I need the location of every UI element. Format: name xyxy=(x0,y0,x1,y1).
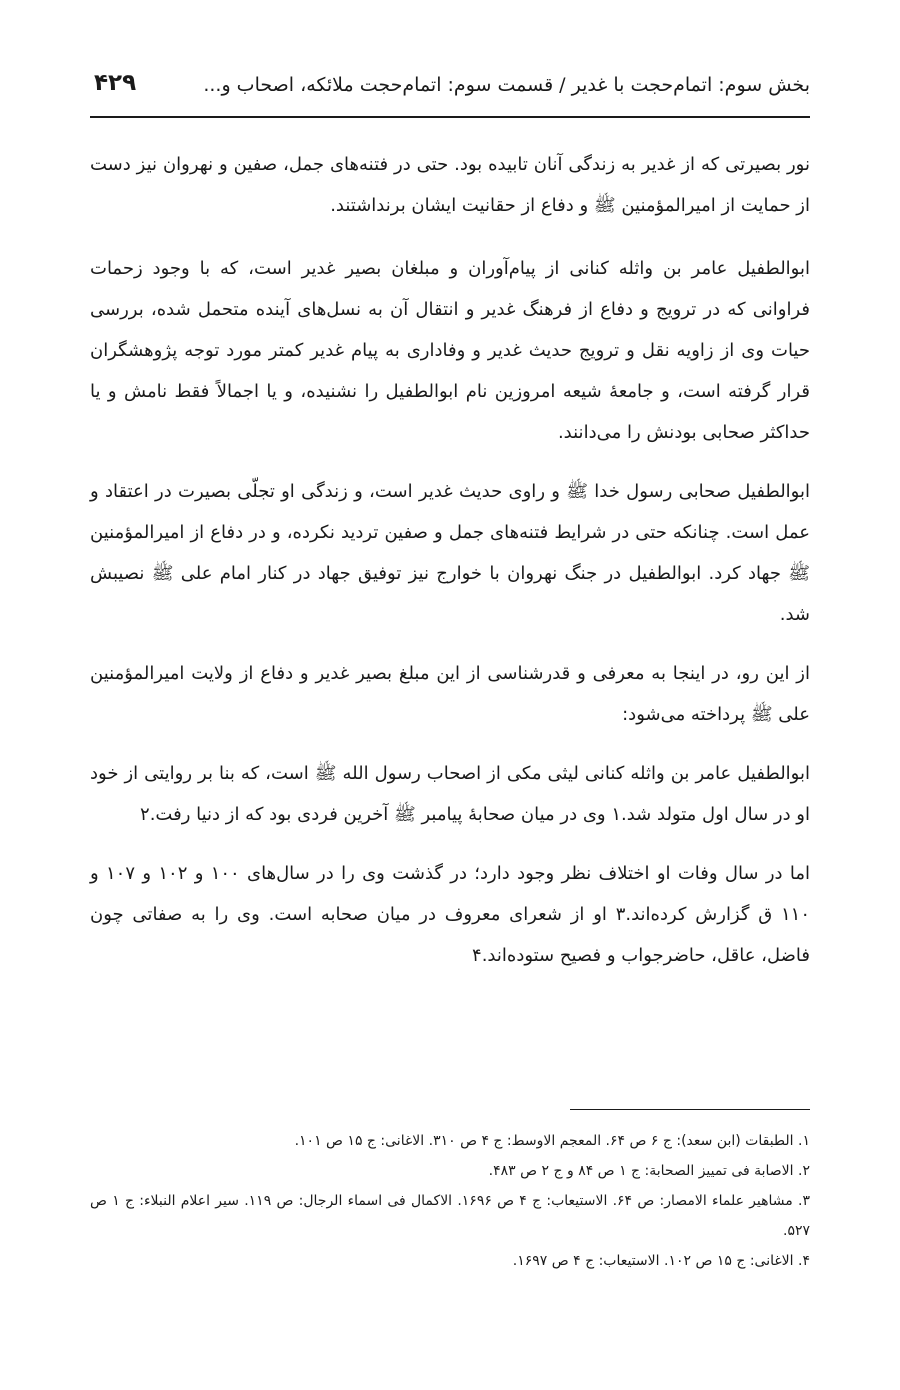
footnote-divider xyxy=(570,1109,810,1110)
running-header-title: بخش سوم: اتمام‌حجت با غدیر / قسمت سوم: اتمام‌حجت ملائکه، اصحاب و... xyxy=(203,74,810,96)
paragraph: نور بصیرتی که از غدیر به زندگی آنان تابیده بود. حتی در فتنه‌های جمل، صفین و نهروان نیز دست از حمایت از امیرالمؤمنین ﷺ و دفاع از حقانیت ایشان برنداشتند. xyxy=(90,154,810,216)
paragraph: اما در سال وفات او اختلاف نظر وجود دارد؛ در گذشت وی را در سال‌های ۱۰۰ و ۱۰۲ و ۱۰۷ و ۱۱۰ ق گزارش کرده‌اند.۳ او از شعرای معروف در میان صحابه است. وی را به صفاتی چون فاضل، عاقل، حاضرجواب و فصیح ستوده‌اند.۴ xyxy=(90,863,810,966)
main-text xyxy=(90,144,810,976)
footnote: ۱. الطبقات (ابن سعد): ج ۶ ص ۶۴. المعجم الاوسط: ج ۴ ص ۳۱۰. الاغانی: ج ۱۵ ص ۱۰۱. xyxy=(294,1133,810,1149)
paragraph: ابوالطفیل عامر بن واثله کنانی از پیام‌آوران و مبلغان بصیر غدیر است، که با وجود زحمات فراوانی که در ترویج و دفاع از فرهنگ غدیر و انتقال آن به نسل‌های آینده متحمل شده، بررسی حیات وی از زاویه نقل و ترویج حدیث غدیر و وفاداری به پیام غدیر کمتر مورد توجه پژوهشگران قرار گرفته است، و جامعهٔ شیعه امروزین نام ابوالطفیل را نشنیده، و یا اجمالاً فقط نامش و یا حداکثر صحابی بودنش را می‌دانند. xyxy=(90,258,810,443)
footnotes xyxy=(90,1126,810,1276)
footnote: ۳. مشاهیر علماء الامصار: ص ۶۴. الاستیعاب: ج ۴ ص ۱۶۹۶. الاکمال فی اسماء الرجال: ص ۱۱۹. سیر اعلام النبلاء: ج ۱ ص ۵۲۷. xyxy=(90,1193,811,1239)
header-divider xyxy=(90,116,810,118)
running-header xyxy=(90,60,810,118)
footnote: ۲. الاصابة فی تمییز الصحابة: ج ۱ ص ۸۴ و ج ۲ ص ۴۸۳. xyxy=(488,1163,810,1179)
book-page xyxy=(90,60,810,1360)
paragraph: ابوالطفیل صحابی رسول خدا ﷺ و راوی حدیث غدیر است، و زندگی او تجلّی بصیرت در اعتقاد و عمل است. چنانکه حتی در شرایط فتنه‌های جمل و صفین تردید نکرده، و در دفاع از امیرالمؤمنین ﷺ جهاد کرد. ابوالطفیل در جنگ نهروان با خوارج نیز توفیق جهاد در کنار امام علی ﷺ نصیبش شد. xyxy=(90,481,810,625)
paragraph: از این رو، در اینجا به معرفی و قدرشناسی از این مبلغ بصیر غدیر و دفاع از ولایت امیرالمؤمنین علی ﷺ پرداخته می‌شود: xyxy=(90,663,810,725)
paragraph: ابوالطفیل عامر بن واثله کنانی لیثی مکی از اصحاب رسول الله ﷺ است، که بنا بر روایتی از خود او در سال اول متولد شد.۱ وی در میان صحابهٔ پیامبر ﷺ آخرین فردی بود که از دنیا رفت.۲ xyxy=(90,763,810,825)
page-number: ۴۲۹ xyxy=(94,70,137,96)
footnote: ۴. الاغانی: ج ۱۵ ص ۱۰۲. الاستیعاب: ج ۴ ص ۱۶۹۷. xyxy=(512,1253,810,1269)
